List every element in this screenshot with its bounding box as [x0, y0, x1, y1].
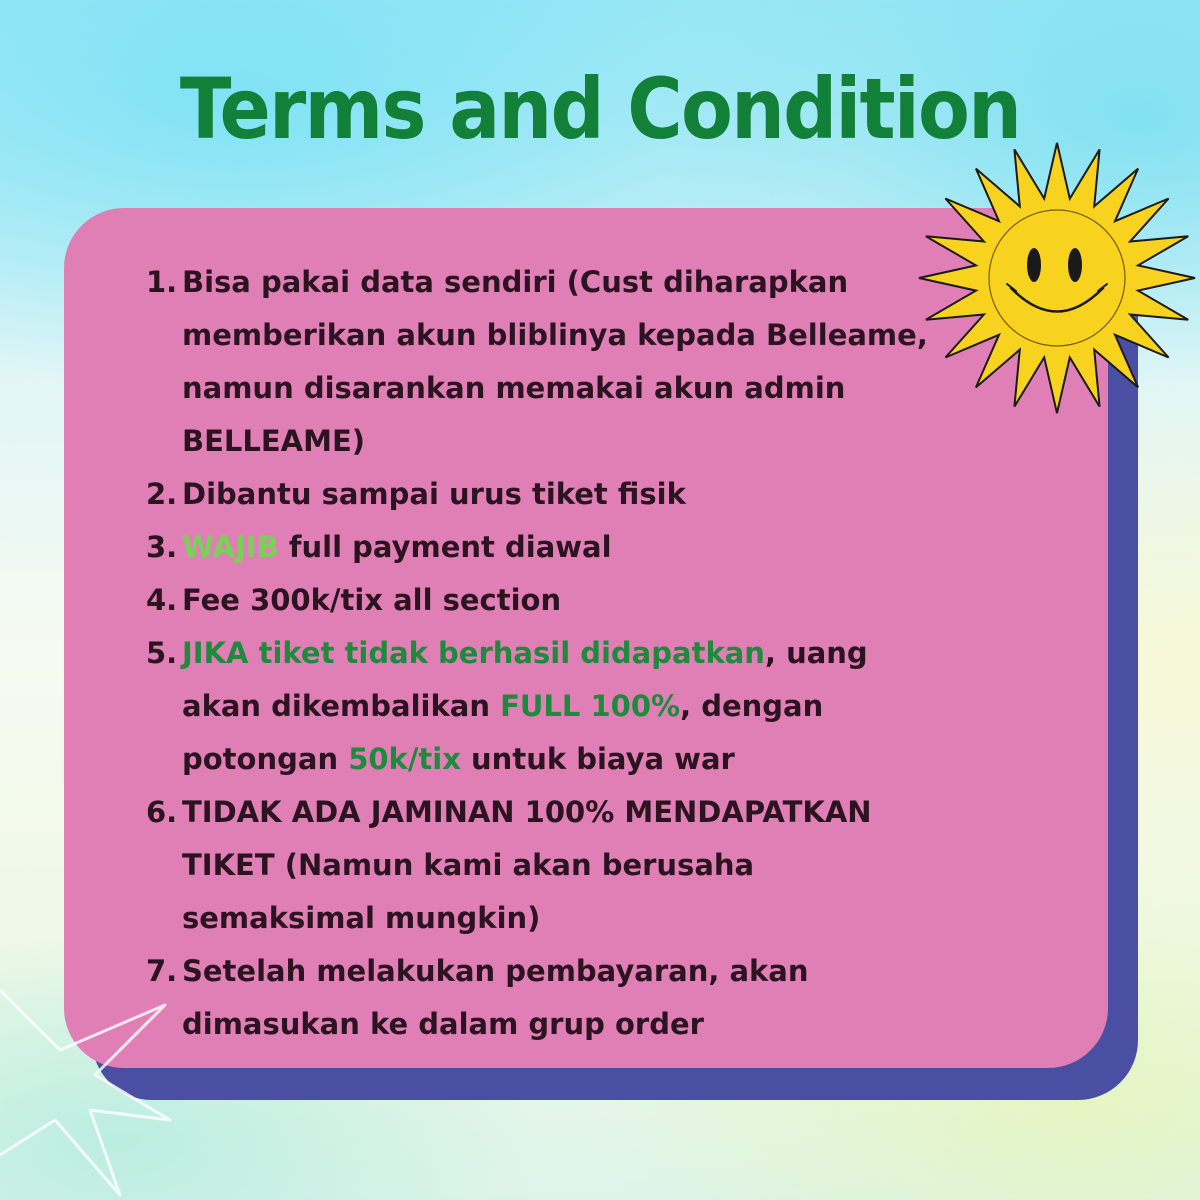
term-text-segment: potongan	[182, 742, 349, 776]
highlight-text: 50k/tix	[348, 742, 461, 776]
term-line	[182, 892, 922, 945]
term-text	[182, 468, 922, 521]
term-text	[182, 521, 922, 574]
term-text-segment: full payment diawal	[278, 530, 612, 564]
term-line	[182, 362, 922, 415]
term-line	[182, 839, 922, 892]
term-text	[182, 256, 928, 468]
term-text	[182, 786, 922, 945]
term-line	[182, 627, 922, 680]
term-text-segment: , uang	[764, 636, 868, 670]
term-number: 4.	[146, 583, 178, 617]
term-number: 3.	[146, 530, 178, 564]
highlight-text: WAJIB	[182, 530, 279, 564]
term-text	[182, 945, 922, 1051]
term-line	[182, 680, 922, 733]
term-text	[182, 574, 922, 627]
term-text-segment: Bisa pakai data sendiri (Cust diharapkan	[182, 265, 849, 299]
term-number: 6.	[146, 795, 178, 829]
term-text-segment: TIKET (Namun kami akan berusaha	[182, 848, 755, 882]
term-text-segment: memberikan akun bliblinya kepada Belleame,	[182, 318, 928, 352]
smiley-sun-icon	[912, 140, 1200, 420]
term-text-segment: Setelah melakukan pembayaran, akan	[182, 954, 809, 988]
term-number: 2.	[146, 477, 178, 511]
term-number: 1.	[146, 265, 178, 299]
highlight-text: FULL 100%	[500, 689, 681, 723]
term-text-segment: BELLEAME)	[182, 424, 366, 458]
term-line	[182, 256, 922, 309]
highlight-text: JIKA tiket tidak berhasil didapatkan	[182, 636, 765, 670]
term-line	[182, 521, 922, 574]
term-line	[182, 945, 922, 998]
term-text-segment: Fee 300k/tix all section	[182, 583, 562, 617]
term-number: 7.	[146, 954, 178, 988]
term-text-segment: akan dikembalikan	[182, 689, 501, 723]
term-line	[182, 309, 928, 362]
term-line	[182, 998, 922, 1051]
term-text-segment: dimasukan ke dalam grup order	[182, 1007, 704, 1041]
term-text-segment: semaksimal mungkin)	[182, 901, 541, 935]
term-number: 5.	[146, 636, 178, 670]
term-line	[182, 415, 922, 468]
term-text-segment: , dengan	[680, 689, 824, 723]
term-text-segment: Dibantu sampai urus tiket fisik	[182, 477, 686, 511]
term-line	[182, 574, 922, 627]
term-text-segment: TIDAK ADA JAMINAN 100% MENDAPATKAN	[182, 795, 872, 829]
term-text	[182, 627, 922, 786]
term-text-segment: untuk biaya war	[460, 742, 735, 776]
term-text-segment: namun disarankan memakai akun admin	[182, 371, 846, 405]
decorative-star-outline-icon	[0, 980, 200, 1200]
term-line	[182, 786, 922, 839]
page-title: Terms and Condition	[179, 60, 1021, 158]
term-line	[182, 468, 922, 521]
term-line	[182, 733, 922, 786]
